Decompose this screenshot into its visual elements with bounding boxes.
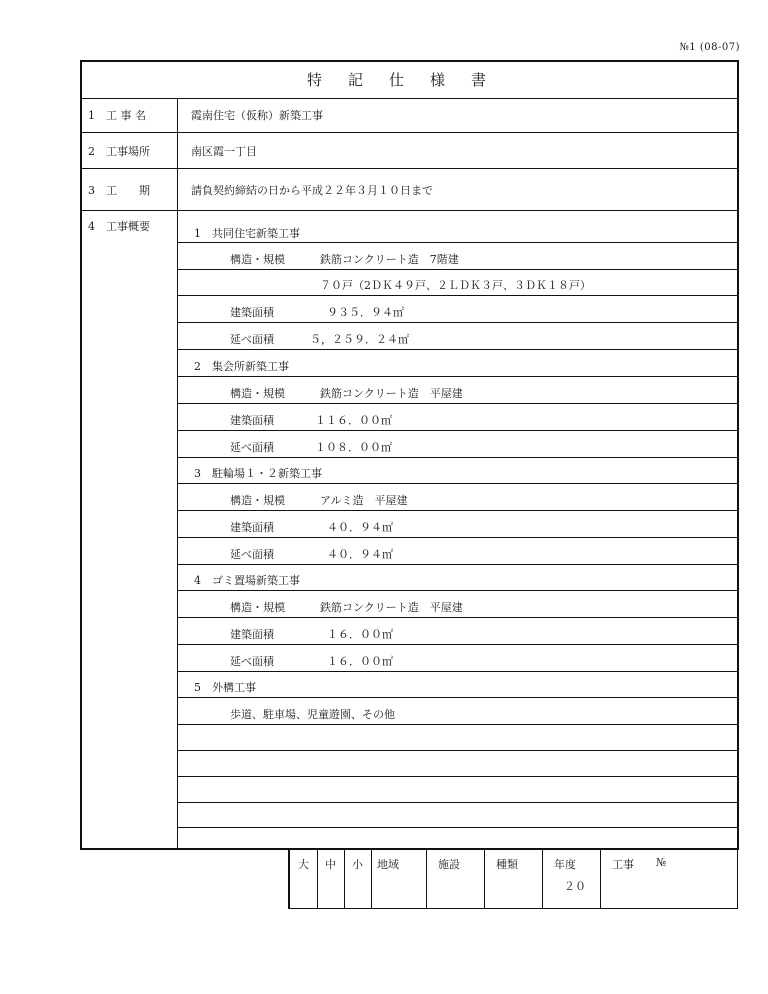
sec3-structure-label: 構造・規模 xyxy=(230,494,285,507)
section-1-heading: 1 共同住宅新築工事 xyxy=(194,227,300,240)
row-divider xyxy=(82,210,739,211)
document-number: №1 (08-07) xyxy=(679,42,740,53)
row-label-project-name xyxy=(88,107,146,123)
project-location-value: 南区霞一丁目 xyxy=(191,145,257,158)
sec1-floor-area-value: ５，２５９．２４㎡ xyxy=(310,333,409,346)
section-2-heading: 2 集会所新築工事 xyxy=(194,360,289,373)
sec1-structure-value: 鉄筋コンクリート造 7階建 xyxy=(320,253,459,266)
row-label-project-overview xyxy=(88,218,150,234)
line-divider xyxy=(177,403,739,404)
line-divider xyxy=(177,483,739,484)
sec1-floor-area-label: 延べ面積 xyxy=(230,333,274,346)
line-divider xyxy=(177,430,739,431)
line-divider xyxy=(177,802,739,803)
line-divider xyxy=(177,776,739,777)
sec3-floor-area-label: 延べ面積 xyxy=(230,548,274,561)
cell-project-label: 工事 xyxy=(612,858,634,871)
cell-type-label: 種類 xyxy=(496,858,518,871)
cell-facility-label: 施設 xyxy=(438,858,460,871)
line-divider xyxy=(177,242,739,243)
cell-sho-label: 小 xyxy=(352,858,363,871)
spec-sheet xyxy=(80,60,739,850)
line-divider xyxy=(177,322,739,323)
sec2-floor-area-value: １０８．００㎡ xyxy=(315,441,392,454)
line-divider xyxy=(177,590,739,591)
line-divider xyxy=(177,295,739,296)
sec2-structure-label: 構造・規模 xyxy=(230,387,285,400)
row-divider xyxy=(82,132,739,133)
line-divider xyxy=(177,671,739,672)
row-number: 4 xyxy=(88,220,95,233)
sec3-structure-value: アルミ造 平屋建 xyxy=(320,494,408,507)
cell-area xyxy=(371,849,426,908)
sec2-building-area-value: １１６．００㎡ xyxy=(315,414,392,427)
project-period-value: 請負契約締結の日から平成２２年３月１０日まで xyxy=(191,184,433,197)
row-label-project-location xyxy=(88,143,150,159)
cell-dai-label: 大 xyxy=(298,858,309,871)
line-divider xyxy=(177,537,739,538)
sec3-floor-area-value: ４０．９４㎡ xyxy=(327,548,393,561)
sec1-units: ７０戸（2ＤＫ４９戸、２ＬＤＫ３戸、３ＤＫ１８戸） xyxy=(320,279,591,292)
sec1-structure-label: 構造・規模 xyxy=(230,253,285,266)
line-divider xyxy=(177,750,739,751)
cell-project-no xyxy=(600,849,739,908)
row-number: 1 xyxy=(88,109,95,122)
sec4-building-area-label: 建築面積 xyxy=(230,628,274,641)
sec3-building-area-value: ４０．９４㎡ xyxy=(327,521,393,534)
line-divider xyxy=(177,644,739,645)
cell-year-label: 年度 xyxy=(554,858,576,871)
sec4-structure-label: 構造・規模 xyxy=(230,601,285,614)
line-divider xyxy=(177,617,739,618)
sec3-building-area-label: 建築面積 xyxy=(230,521,274,534)
sec4-structure-value: 鉄筋コンクリート造 平屋建 xyxy=(320,601,463,614)
cell-sho xyxy=(344,849,371,908)
cell-dai xyxy=(289,849,317,908)
section-3-heading: 3 駐輪場１・２新築工事 xyxy=(194,467,322,480)
row-number: 3 xyxy=(88,184,95,197)
cell-year xyxy=(542,849,600,908)
row-label-project-period xyxy=(88,182,150,198)
sec2-building-area-label: 建築面積 xyxy=(230,414,274,427)
sec4-floor-area-value: １６．００㎡ xyxy=(327,655,393,668)
section-5-heading: 5 外構工事 xyxy=(194,681,256,694)
project-name-value: 霞南住宅（仮称）新築工事 xyxy=(191,109,323,122)
row-label-text: 工事場所 xyxy=(106,145,150,158)
line-divider xyxy=(177,827,739,828)
row-divider xyxy=(82,168,739,169)
line-divider xyxy=(177,349,739,350)
line-divider xyxy=(177,269,739,270)
sec5-detail: 歩道、駐車場、児童遊園、その他 xyxy=(230,708,395,721)
section-4-heading: 4 ゴミ置場新築工事 xyxy=(194,574,300,587)
cell-chu xyxy=(317,849,344,908)
cell-type xyxy=(484,849,542,908)
row-label-text: 工 期 xyxy=(106,184,150,197)
sec2-structure-value: 鉄筋コンクリート造 平屋建 xyxy=(320,387,463,400)
sec4-floor-area-label: 延べ面積 xyxy=(230,655,274,668)
sec2-floor-area-label: 延べ面積 xyxy=(230,441,274,454)
row-label-text: 工 事 名 xyxy=(106,109,146,122)
classification-table xyxy=(288,849,738,909)
line-divider xyxy=(177,564,739,565)
line-divider xyxy=(177,376,739,377)
sec1-building-area-label: 建築面積 xyxy=(230,306,274,319)
page-title: 特記仕様書 xyxy=(82,62,737,99)
cell-year-value: ２０ xyxy=(564,880,586,893)
line-divider xyxy=(177,724,739,725)
row-label-text: 工事概要 xyxy=(106,220,150,233)
sec1-building-area-value: ９３５．９４㎡ xyxy=(327,306,404,319)
line-divider xyxy=(177,510,739,511)
cell-facility xyxy=(426,849,484,908)
cell-chu-label: 中 xyxy=(325,858,336,871)
line-divider xyxy=(177,697,739,698)
line-divider xyxy=(177,457,739,458)
cell-area-label: 地域 xyxy=(377,858,399,871)
sec4-building-area-value: １６．００㎡ xyxy=(327,628,393,641)
cell-project-no-mark: № xyxy=(656,856,667,869)
row-number: 2 xyxy=(88,145,95,158)
